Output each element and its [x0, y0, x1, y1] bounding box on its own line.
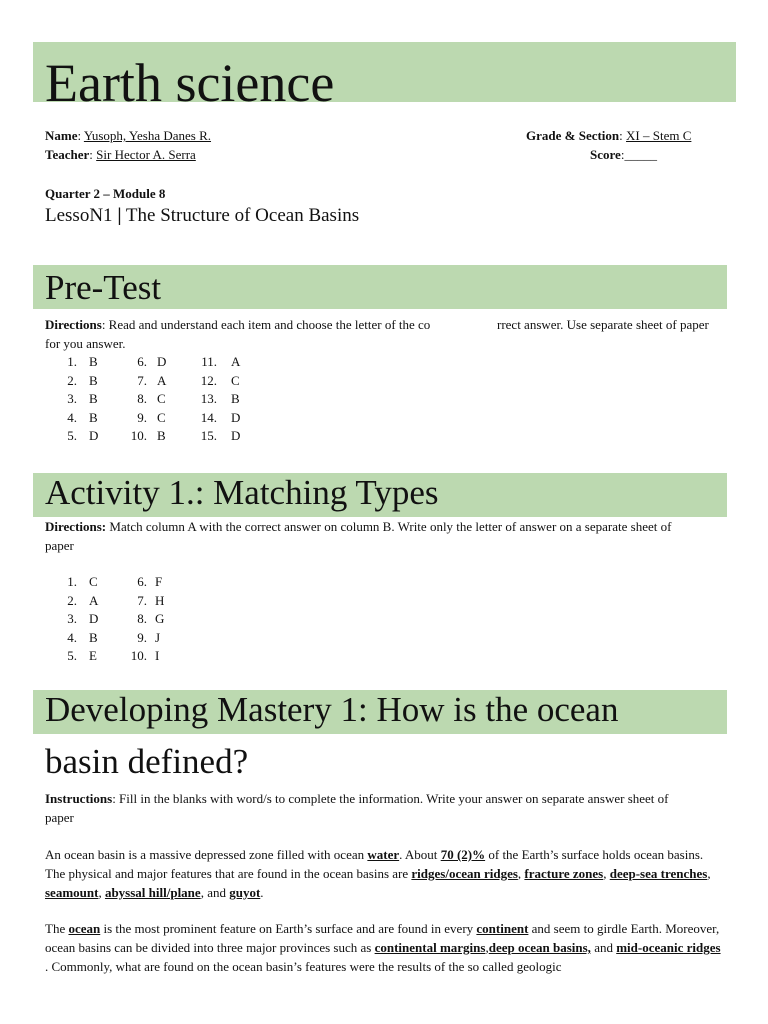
- item-answer: C: [231, 372, 240, 388]
- item-number: 7.: [137, 592, 147, 608]
- list-item: [45, 573, 245, 592]
- mastery-instructions: [45, 789, 668, 808]
- page-title: Earth science: [45, 53, 335, 113]
- list-item: [45, 372, 305, 391]
- pretest-heading: Pre-Test: [45, 268, 162, 307]
- mastery-heading-line1: Developing Mastery 1: How is the ocean: [45, 690, 619, 729]
- item-number: 14.: [200, 409, 217, 425]
- blank-ocean: ocean: [68, 921, 101, 936]
- score-label: Score: [590, 147, 621, 162]
- item-answer: B: [231, 391, 240, 406]
- score-value: _____: [624, 147, 657, 162]
- name-label: Name: [45, 128, 78, 143]
- item-answer: E: [89, 648, 97, 663]
- pretest-directions-end: for you answer.: [45, 336, 126, 351]
- item-answer: B: [89, 629, 98, 645]
- lesson-prefix: LessoN1: [45, 205, 113, 226]
- teacher-label: Teacher: [45, 147, 90, 162]
- directions-label: Directions: [45, 317, 102, 332]
- activity1-directions-label: Directions:: [45, 519, 107, 534]
- name-value: Yusoph, Yesha Danes R.: [83, 128, 212, 143]
- item-answer: H: [155, 592, 165, 608]
- activity1-directions-end: paper: [45, 538, 74, 553]
- p2-text-4: ,: [485, 940, 489, 955]
- item-number: 10.: [130, 428, 147, 443]
- item-answer: B: [89, 372, 98, 388]
- p2-text-3: and seem to girdle Earth. Moreover, ocean basins can be divided into three major provinces such as: [45, 921, 720, 955]
- lesson-bar: |: [117, 205, 122, 226]
- activity1-answer-list: [45, 573, 245, 666]
- list-item: [45, 592, 245, 611]
- blank-percent: 70 (2)%: [440, 847, 486, 862]
- quarter-label: Quarter 2 – Module 8: [45, 186, 166, 201]
- item-number: 9.: [137, 629, 147, 645]
- item-number: 4.: [67, 629, 77, 645]
- item-number: 8.: [137, 611, 147, 626]
- item-number: 13.: [200, 391, 217, 406]
- item-answer: F: [155, 574, 163, 589]
- blank-seamount: seamount: [45, 885, 99, 900]
- directions-text: : Read and understand each item and choose the letter of the co: [101, 317, 431, 332]
- item-number: 1.: [67, 354, 77, 369]
- item-answer: B: [89, 409, 98, 425]
- item-number: 12.: [200, 372, 217, 388]
- blank-continental-margins: continental margins: [374, 940, 486, 955]
- p2-text-5: and: [590, 940, 617, 955]
- p1-text-9: .: [260, 885, 264, 900]
- item-answer: C: [157, 409, 166, 425]
- blank-abyssal: abyssal hill/plane: [104, 885, 201, 900]
- grade-label: Grade & Section: [526, 128, 620, 143]
- p1-text-7: ,: [98, 885, 105, 900]
- p1-text-5: ,: [603, 866, 610, 881]
- item-answer: B: [157, 428, 166, 443]
- pretest-answer-list: [45, 353, 305, 446]
- item-number: 10.: [130, 648, 147, 663]
- item-number: 2.: [67, 372, 77, 388]
- item-answer: D: [231, 428, 241, 443]
- p2-text-2: is the most prominent feature on Earth’s surface and are found in every: [100, 921, 477, 936]
- teacher-line: Teacher: Sir Hector A. Serra: [45, 147, 196, 162]
- item-answer: C: [89, 574, 98, 589]
- list-item: [45, 409, 305, 428]
- p1-text-8: , and: [200, 885, 230, 900]
- p1-text-2: . About: [399, 847, 441, 862]
- mastery-instructions-end: paper: [45, 810, 74, 825]
- item-number: 4.: [67, 409, 77, 425]
- mastery-heading-line2: basin defined?: [45, 742, 249, 781]
- item-answer: A: [89, 592, 99, 608]
- p1-text-4: ,: [517, 866, 525, 881]
- item-answer: D: [89, 611, 99, 626]
- paragraph-ocean-feature: [45, 919, 725, 976]
- blank-trenches: deep-sea trenches: [609, 866, 708, 881]
- item-number: 6.: [137, 354, 147, 369]
- item-number: 9.: [137, 409, 147, 425]
- blank-water: water: [367, 847, 400, 862]
- list-item: [45, 390, 305, 409]
- item-number: 11.: [201, 354, 217, 369]
- item-answer: D: [231, 409, 241, 425]
- item-number: 2.: [67, 592, 77, 608]
- grade-line: Grade & Section: XI – Stem C: [526, 128, 692, 143]
- list-item: [45, 629, 245, 648]
- item-number: 8.: [137, 391, 147, 406]
- p1-text-3: of the Earth’s surface holds ocean basins. The physical and major features that are found in the ocean basins are: [45, 847, 704, 881]
- item-answer: A: [157, 372, 167, 388]
- item-answer: D: [89, 428, 99, 443]
- p2-text-6: . Commonly, what are found on the ocean basin’s features were the results of the so called geologic: [45, 959, 562, 974]
- list-item: [45, 610, 245, 629]
- item-answer: D: [157, 354, 167, 369]
- pretest-directions: [45, 315, 430, 334]
- item-answer: B: [89, 354, 98, 369]
- item-number: 15.: [200, 428, 217, 443]
- item-number: 3.: [67, 611, 77, 626]
- item-number: 7.: [137, 372, 147, 388]
- item-answer: B: [89, 391, 98, 406]
- name-line: Name: Yusoph, Yesha Danes R.: [45, 128, 212, 143]
- item-number: 6.: [137, 574, 147, 589]
- item-answer: G: [155, 611, 165, 626]
- paragraph-ocean-basin: [45, 845, 725, 902]
- item-number: 3.: [67, 391, 77, 406]
- item-number: 1.: [67, 574, 77, 589]
- item-answer: J: [155, 629, 161, 645]
- item-answer: C: [157, 391, 166, 406]
- blank-fracture-zones: fracture zones: [524, 866, 604, 881]
- pretest-directions-cont: rrect answer. Use separate sheet of paper: [497, 317, 709, 332]
- p1-text-1: An ocean basin is a massive depressed zone filled with ocean: [45, 847, 368, 862]
- blank-ridges: ridges/ocean ridges: [411, 866, 518, 881]
- item-number: 5.: [67, 648, 77, 663]
- p1-text-6: ,: [707, 866, 711, 881]
- instructions-label: Instructions: [45, 791, 113, 806]
- teacher-value: Sir Hector A. Serra: [96, 147, 196, 162]
- lesson-title: [45, 205, 359, 227]
- activity1-directions: [45, 517, 671, 536]
- p2-text-1: The: [45, 921, 69, 936]
- item-number: 5.: [67, 428, 77, 443]
- item-answer: A: [231, 354, 241, 369]
- grade-value: XI – Stem C: [626, 128, 692, 143]
- lesson-name: The Structure of Ocean Basins: [125, 205, 360, 226]
- blank-deep-ocean-basins: deep ocean basins,: [488, 940, 591, 955]
- list-item: [45, 647, 245, 666]
- activity1-directions-text: Match column A with the correct answer on column B. Write only the letter of answer on a separate sheet of: [106, 519, 672, 534]
- activity1-heading: Activity 1.: Matching Types: [45, 473, 439, 512]
- item-answer: I: [155, 648, 160, 663]
- blank-guyot: guyot: [229, 885, 261, 900]
- blank-mid-oceanic-ridges: mid-oceanic ridges: [616, 940, 721, 955]
- list-item: [45, 427, 305, 446]
- list-item: [45, 353, 305, 372]
- score-line: Score:_____: [590, 147, 657, 162]
- instructions-text: : Fill in the blanks with word/s to complete the information. Write your answer on separate answer sheet of: [112, 791, 669, 806]
- blank-continent: continent: [476, 921, 529, 936]
